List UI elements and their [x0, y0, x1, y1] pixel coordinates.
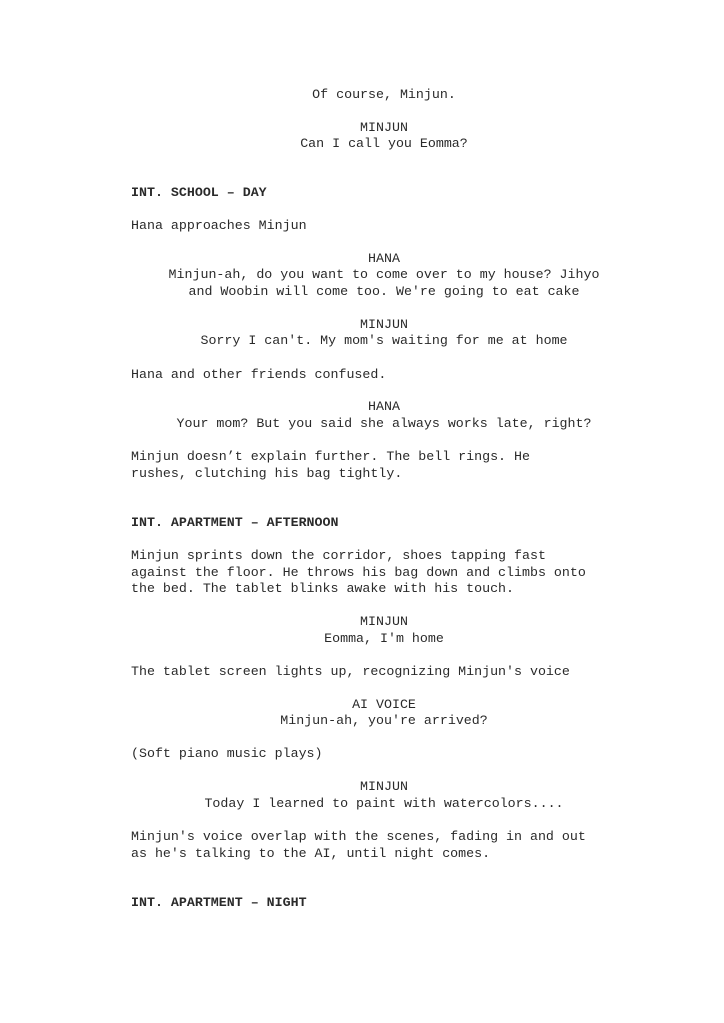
action-line: The tablet screen lights up, recognizing Minjun's voice	[131, 664, 570, 679]
character-name: MINJUN	[360, 120, 408, 135]
action-line: Minjun's voice overlap with the scenes, fading in and out	[131, 829, 586, 844]
action-line: Minjun doesn’t explain further. The bell rings. He	[131, 449, 530, 464]
dialogue-line: Sorry I can't. My mom's waiting for me at home	[200, 333, 568, 348]
dialogue-line: Of course, Minjun.	[312, 87, 456, 102]
scene-heading: INT. APARTMENT – AFTERNOON	[131, 515, 339, 530]
character-name: AI VOICE	[352, 697, 416, 712]
dialogue-line: and Woobin will come too. We're going to eat cake	[188, 284, 580, 299]
dialogue-line: Today I learned to paint with watercolors....	[204, 796, 564, 811]
dialogue-line: Minjun-ah, do you want to come over to my house? Jihyo	[168, 267, 600, 282]
parenthetical-line: (Soft piano music plays)	[131, 746, 323, 761]
character-name: HANA	[368, 251, 400, 266]
action-line: Minjun sprints down the corridor, shoes tapping fast	[131, 548, 546, 563]
dialogue-line: Can I call you Eomma?	[300, 136, 468, 151]
dialogue-line: Minjun-ah, you're arrived?	[280, 713, 488, 728]
character-name: MINJUN	[360, 779, 408, 794]
character-name: HANA	[368, 399, 400, 414]
character-name: MINJUN	[360, 614, 408, 629]
action-line: as he's talking to the AI, until night comes.	[131, 846, 491, 861]
scene-heading: INT. SCHOOL – DAY	[131, 185, 267, 200]
action-line: rushes, clutching his bag tightly.	[131, 466, 403, 481]
action-line: the bed. The tablet blinks awake with his touch.	[131, 581, 515, 596]
scene-heading: INT. APARTMENT – NIGHT	[131, 895, 307, 910]
character-name: MINJUN	[360, 317, 408, 332]
action-line: Hana and other friends confused.	[131, 367, 387, 382]
dialogue-line: Eomma, I'm home	[324, 631, 444, 646]
dialogue-line: Your mom? But you said she always works late, right?	[176, 416, 592, 431]
action-line: against the floor. He throws his bag down and climbs onto	[131, 565, 586, 580]
action-line: Hana approaches Minjun	[131, 218, 307, 233]
